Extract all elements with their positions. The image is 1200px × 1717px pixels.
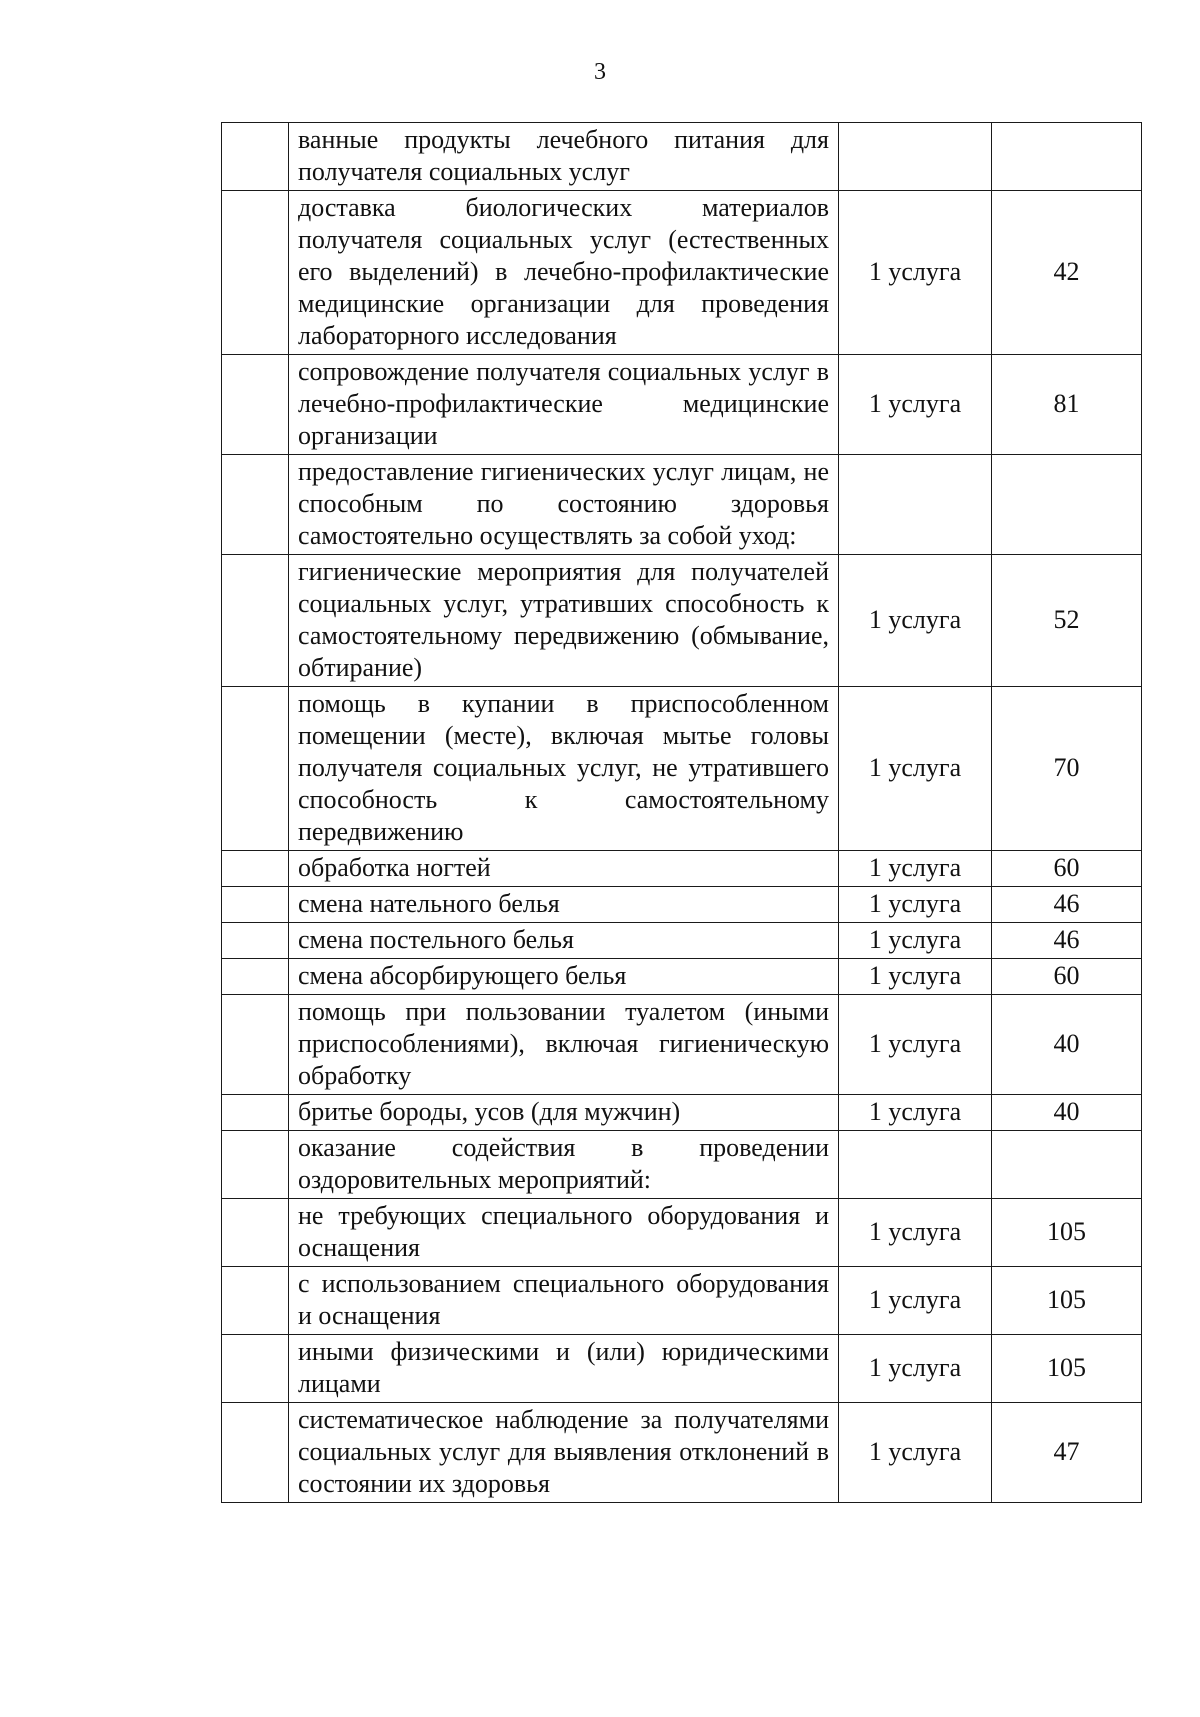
price-cell: 46: [992, 923, 1142, 959]
price-cell: 105: [992, 1199, 1142, 1267]
unit-cell: 1 услуга: [839, 191, 992, 355]
table-row: [222, 1403, 1142, 1503]
price-cell: 40: [992, 1095, 1142, 1131]
page-number: 3: [594, 59, 606, 85]
table-row: [222, 1199, 1142, 1267]
service-name-cell: доставка биологических материалов получателя социальных услуг (естественных его выделений) в лечебно-профилактические медицинские организации для проведения лабораторного исследования: [289, 191, 839, 355]
table-row: [222, 923, 1142, 959]
unit-cell: 1 услуга: [839, 1199, 992, 1267]
row-number-cell: [222, 923, 289, 959]
row-number-cell: [222, 995, 289, 1095]
unit-cell: 1 услуга: [839, 355, 992, 455]
table-row: [222, 995, 1142, 1095]
unit-cell: 1 услуга: [839, 887, 992, 923]
service-name-cell: смена нательного белья: [289, 887, 839, 923]
service-name-cell: сопровождение получателя социальных услуг в лечебно-профилактические медицинские организации: [289, 355, 839, 455]
unit-cell: 1 услуга: [839, 555, 992, 687]
table-row: [222, 1267, 1142, 1335]
row-number-cell: [222, 887, 289, 923]
price-cell: [992, 123, 1142, 191]
service-name-cell: помощь в купании в приспособленном помещении (месте), включая мытье головы получателя социальных услуг, не утратившего способность к самостоятельному передвижению: [289, 687, 839, 851]
price-cell: [992, 1131, 1142, 1199]
unit-cell: 1 услуга: [839, 687, 992, 851]
price-cell: 105: [992, 1267, 1142, 1335]
service-name-cell: предоставление гигиенических услуг лицам, не способным по состоянию здоровья самостоятельно осуществлять за собой уход:: [289, 455, 839, 555]
table-row: [222, 851, 1142, 887]
row-number-cell: [222, 687, 289, 851]
table-row: [222, 1095, 1142, 1131]
row-number-cell: [222, 355, 289, 455]
row-number-cell: [222, 123, 289, 191]
row-number-cell: [222, 1335, 289, 1403]
service-price-table: [221, 122, 1142, 1503]
service-name-cell: оказание содействия в проведении оздоровительных мероприятий:: [289, 1131, 839, 1199]
table-row: [222, 1335, 1142, 1403]
table-row: [222, 1131, 1142, 1199]
unit-cell: [839, 455, 992, 555]
row-number-cell: [222, 555, 289, 687]
service-name-cell: помощь при пользовании туалетом (иными приспособлениями), включая гигиеническую обработку: [289, 995, 839, 1095]
row-number-cell: [222, 455, 289, 555]
price-cell: 105: [992, 1335, 1142, 1403]
table-body: [222, 123, 1142, 1503]
price-cell: 60: [992, 851, 1142, 887]
row-number-cell: [222, 1199, 289, 1267]
row-number-cell: [222, 1095, 289, 1131]
table-row: [222, 191, 1142, 355]
unit-cell: 1 услуга: [839, 1403, 992, 1503]
table-row: [222, 555, 1142, 687]
price-cell: 81: [992, 355, 1142, 455]
table-row: [222, 687, 1142, 851]
price-cell: 52: [992, 555, 1142, 687]
row-number-cell: [222, 1267, 289, 1335]
table-row: [222, 887, 1142, 923]
table-row: [222, 455, 1142, 555]
unit-cell: 1 услуга: [839, 995, 992, 1095]
table-row: [222, 959, 1142, 995]
unit-cell: [839, 1131, 992, 1199]
unit-cell: 1 услуга: [839, 1335, 992, 1403]
table-row: [222, 123, 1142, 191]
service-name-cell: гигиенические мероприятия для получателей социальных услуг, утративших способность к самостоятельному передвижению (обмывание, обтирание): [289, 555, 839, 687]
row-number-cell: [222, 959, 289, 995]
row-number-cell: [222, 1403, 289, 1503]
service-name-cell: систематическое наблюдение за получателями социальных услуг для выявления отклонений в состоянии их здоровья: [289, 1403, 839, 1503]
price-cell: [992, 455, 1142, 555]
service-name-cell: ванные продукты лечебного питания для получателя социальных услуг: [289, 123, 839, 191]
service-name-cell: бритье бороды, усов (для мужчин): [289, 1095, 839, 1131]
service-name-cell: иными физическими и (или) юридическими лицами: [289, 1335, 839, 1403]
unit-cell: 1 услуга: [839, 923, 992, 959]
row-number-cell: [222, 1131, 289, 1199]
unit-cell: 1 услуга: [839, 1267, 992, 1335]
unit-cell: 1 услуга: [839, 1095, 992, 1131]
row-number-cell: [222, 191, 289, 355]
service-name-cell: с использованием специального оборудования и оснащения: [289, 1267, 839, 1335]
price-cell: 40: [992, 995, 1142, 1095]
table-row: [222, 355, 1142, 455]
unit-cell: 1 услуга: [839, 959, 992, 995]
unit-cell: 1 услуга: [839, 851, 992, 887]
price-cell: 70: [992, 687, 1142, 851]
price-cell: 47: [992, 1403, 1142, 1503]
unit-cell: [839, 123, 992, 191]
service-name-cell: не требующих специального оборудования и оснащения: [289, 1199, 839, 1267]
price-cell: 60: [992, 959, 1142, 995]
price-cell: 42: [992, 191, 1142, 355]
row-number-cell: [222, 851, 289, 887]
service-name-cell: обработка ногтей: [289, 851, 839, 887]
price-cell: 46: [992, 887, 1142, 923]
service-name-cell: смена абсорбирующего белья: [289, 959, 839, 995]
service-name-cell: смена постельного белья: [289, 923, 839, 959]
